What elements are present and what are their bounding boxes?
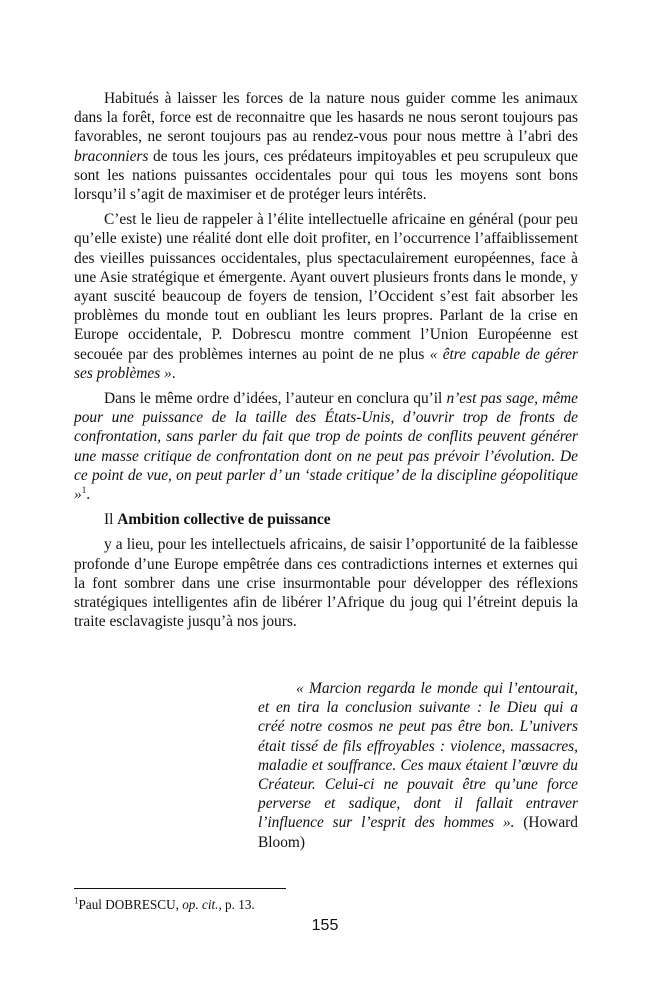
section-heading-prefix: Il [104,511,118,529]
footnote-page: p. 13. [221,897,255,912]
paragraph-2 [74,210,578,383]
paragraph-1-italic-comma: , [255,147,259,165]
footnote-reference: op. cit., [182,897,222,912]
quote-attribution: (Howard Bloom) [258,814,578,851]
paragraph-3 [74,389,578,504]
paragraph-1-text-b: de tous les jours [148,147,256,165]
footnote-number: 1 [74,895,79,906]
page-number: 155 [311,917,339,934]
paragraph-2-text-a: C’est le lieu de rappeler à l’élite intellectuelle africaine en général (pour peu qu’elle existe) une réalité dont elle doit profiter, en l’occurrence l’affaiblissement des vieilles puissances occidentales, plus spectaculairement européennes, face à une Asie stratégique et émergente. Ayant ouvert plusieurs fronts dans le monde, y ayant suscité beaucoup de foyers de tension, l’Occident s’est fait absorber les problèmes du monde tout en oubliant les leurs propres. Parlant de la crise en Europe occidentale, P. Dobrescu montre comment l’Union Européenne est secouée par des problèmes internes au point de ne plus [74,211,578,363]
section-heading-title: Ambition collective de puissance [117,511,331,529]
paragraph-3-italic-quote: n’est pas sage, même pour une puissance de la taille des États-Unis, d’ouvrir trop de fronts de confrontation, sans parler du fait que trop de points de conflits peuvent générer une masse critique de confrontation dont on ne peut pas prévoir l’évolution. De ce point de vue, on peut parler d’ un ‘stade critique’ de la discipline géopolitique » [74,390,579,504]
quote-text: « Marcion regarda le monde qui l’entourait, et en tira la conclusion suivante : le Dieu qui a créé notre cosmos ne peut pas être bon. L’univers était tissé de fils effroyables : violence, massacres, maladie et souffrance. Ces maux étaient l’œuvre du Créateur. Celui-ci ne pouvait être qu’une force perverse et sadique, dont il fallait entraver l’influence sur l’esprit des hommes ». [258,680,578,832]
footnote-divider [74,888,286,889]
paragraph-2-text-b: . [171,364,176,382]
paragraph-4: y a lieu, pour les intellectuels africains, de saisir l’opportunité de la faiblesse profonde d’une Europe empêtrée dans ces contradictions internes et externes qui la font sombrer dans une crise insurmontable pour développer des réflexions stratégiques intelligentes afin de libérer l’Afrique du joug qui l’étreint depuis la traite esclavagiste jusqu’à nos jours. [74,536,578,631]
paragraph-1 [74,89,578,204]
paragraph-3-text-a: Dans le même ordre d’idées, l’auteur en conclura qu’il [104,390,447,408]
paragraph-2-italic-quote: « être capable de gérer ses problèmes » [74,345,578,382]
footnote [74,897,255,913]
footnote-author: Paul DOBRESCU, [78,897,183,912]
paragraph-1-italic: braconniers [74,147,149,165]
paragraph-1-text-c: ces prédateurs impitoyables et peu scrupuleux que sont les nations puissantes occidentales pour qui tous les moyens sont bons lorsqu’il s’agit de maximiser et de protéger leurs intérêts. [74,147,578,204]
section-heading [74,510,578,529]
body-text [74,89,578,637]
epigraph-quote [258,679,578,852]
paragraph-3-text-b: . [86,486,91,504]
footnote-marker: 1 [81,484,87,495]
paragraph-1-text-a: Habitués à laisser les forces de la nature nous guider comme les animaux dans la forêt, force est de reconnaitre que les hasards ne nous seront toujours pas favorables, ne seront toujours pas au rendez-vous pour nous mettre à l’abri des [74,90,578,146]
